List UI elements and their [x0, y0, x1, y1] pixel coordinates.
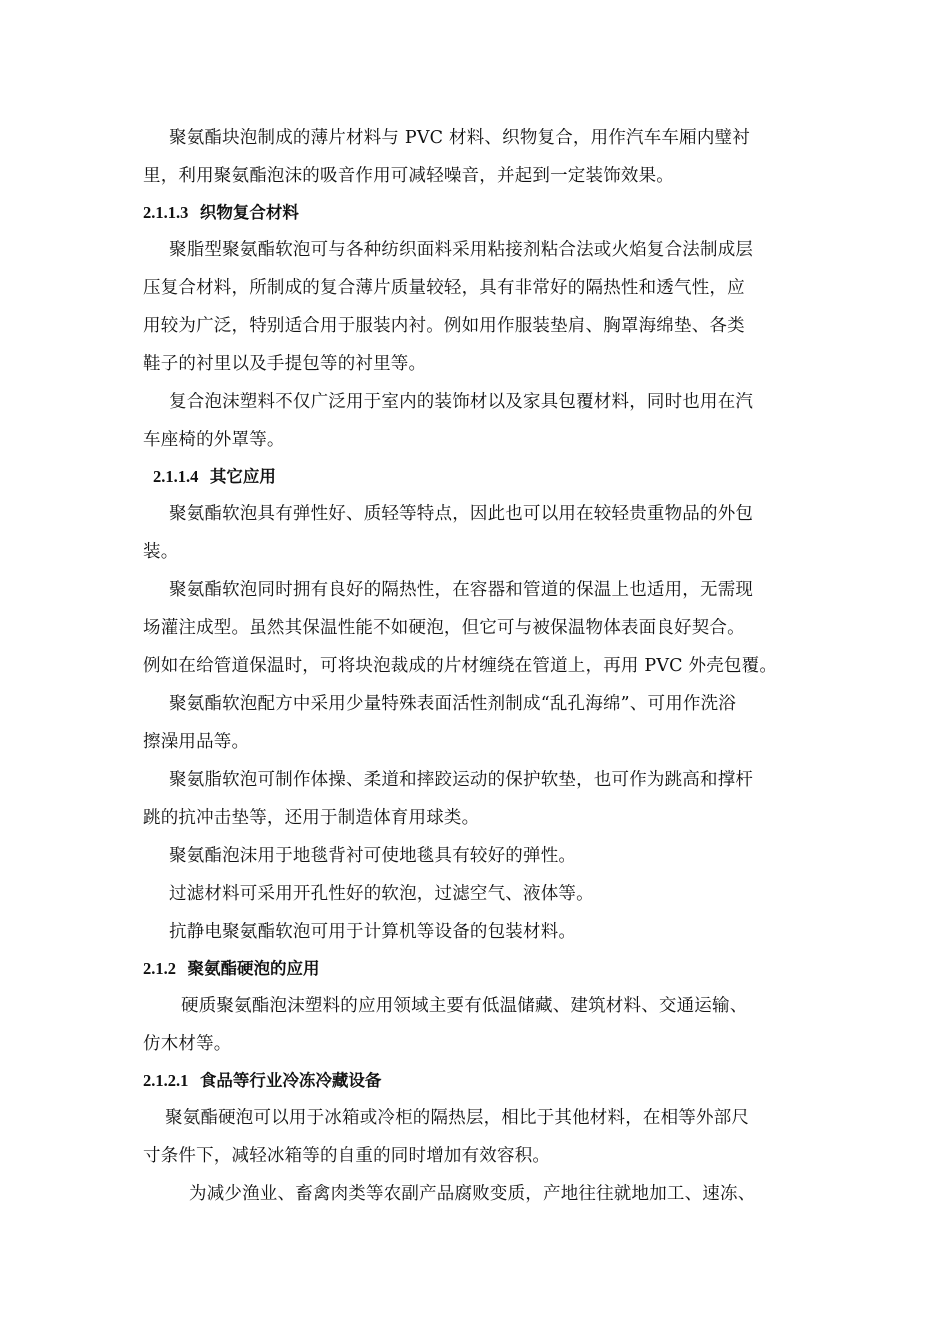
- paragraph: [143, 685, 807, 761]
- section-heading: [143, 459, 807, 495]
- section-number: 2.1.1.3: [143, 203, 189, 222]
- section-heading: [143, 195, 807, 231]
- paragraph-line: 擦澡用品等。: [143, 732, 250, 752]
- paragraph-line: 聚脂型聚氨酯软泡可与各种纺织面料采用粘接剂粘合法或火焰复合法制成层: [169, 240, 754, 260]
- paragraph: [143, 837, 807, 875]
- paragraph-line: 聚氨酯硬泡可以用于冰箱或冷柜的隔热层，相比于其他材料，在相等外部尺: [165, 1108, 750, 1128]
- paragraph: [143, 119, 807, 195]
- paragraph-line: 例如在给管道保温时，可将块泡裁成的片材缠绕在管道上，再用 PVC 外壳包覆。: [143, 656, 778, 676]
- paragraph-line: 压复合材料，所制成的复合薄片质量较轻，具有非常好的隔热性和透气性，应: [143, 278, 745, 298]
- paragraph-line: 寸条件下，减轻冰箱等的自重的同时增加有效容积。: [143, 1146, 551, 1166]
- paragraph-line: 硬质聚氨酯泡沫塑料的应用领域主要有低温储藏、建筑材料、交通运输、: [181, 996, 748, 1016]
- paragraph-line: 里，利用聚氨酯泡沫的吸音作用可减轻噪音，并起到一定装饰效果。: [143, 166, 674, 186]
- paragraph: [143, 231, 807, 383]
- paragraph: [143, 875, 807, 913]
- paragraph-line: 鞋子的衬里以及手提包等的衬里等。: [143, 354, 427, 374]
- section-heading: [143, 951, 807, 987]
- paragraph: [143, 495, 807, 571]
- paragraph-line: 聚氨酯泡沫用于地毯背衬可使地毯具有较好的弹性。: [169, 846, 577, 866]
- paragraph: [143, 383, 807, 459]
- section-title: 食品等行业冷冻冷藏设备: [199, 1071, 382, 1090]
- paragraph: [143, 1099, 807, 1175]
- section-title: 聚氨酯硬泡的应用: [187, 959, 320, 978]
- paragraph-line: 抗静电聚氨酯软泡可用于计算机等设备的包装材料。: [169, 922, 577, 942]
- paragraph-line: 聚氨酯软泡同时拥有良好的隔热性，在容器和管道的保温上也适用，无需现: [169, 580, 754, 600]
- paragraph-line: 过滤材料可采用开孔性好的软泡，过滤空气、液体等。: [169, 884, 594, 904]
- paragraph-line: 聚氨脂软泡可制作体操、柔道和摔跤运动的保护软垫，也可作为跳高和撑杆: [169, 770, 754, 790]
- paragraph-line: 聚氨酯软泡配方中采用少量特殊表面活性剂制成“乱孔海绵”、可用作洗浴: [169, 694, 736, 714]
- section-heading: [143, 1063, 807, 1099]
- section-title: 其它应用: [209, 467, 276, 486]
- section-number: 2.1.1.4: [153, 467, 199, 486]
- paragraph: [143, 761, 807, 837]
- section-number: 2.1.2: [143, 959, 176, 978]
- paragraph-line: 跳的抗冲击垫等，还用于制造体育用球类。: [143, 808, 480, 828]
- paragraph-line: 装。: [143, 542, 179, 562]
- paragraph: [143, 571, 807, 685]
- paragraph-line: 聚氨酯软泡具有弹性好、质轻等特点，因此也可以用在较轻贵重物品的外包: [169, 504, 754, 524]
- paragraph: [143, 913, 807, 951]
- paragraph: [143, 987, 807, 1063]
- paragraph-line: 复合泡沫塑料不仅广泛用于室内的装饰材以及家具包覆材料，同时也用在汽: [169, 392, 754, 412]
- paragraph: [143, 1175, 807, 1213]
- section-number: 2.1.2.1: [143, 1071, 189, 1090]
- paragraph-line: 仿木材等。: [143, 1034, 232, 1054]
- paragraph-line: 聚氨酯块泡制成的薄片材料与 PVC 材料、织物复合，用作汽车车厢内璧衬: [169, 128, 750, 148]
- paragraph-line: 为减少渔业、畜禽肉类等农副产品腐败变质，产地往往就地加工、速冻、: [189, 1184, 756, 1204]
- section-title: 织物复合材料: [199, 203, 299, 222]
- paragraph-line: 用较为广泛，特别适合用于服装内衬。例如用作服装垫肩、胸罩海绵垫、各类: [143, 316, 745, 336]
- paragraph-line: 车座椅的外罩等。: [143, 430, 285, 450]
- document-body: [143, 119, 807, 1213]
- paragraph-line: 场灌注成型。虽然其保温性能不如硬泡，但它可与被保温物体表面良好契合。: [143, 618, 745, 638]
